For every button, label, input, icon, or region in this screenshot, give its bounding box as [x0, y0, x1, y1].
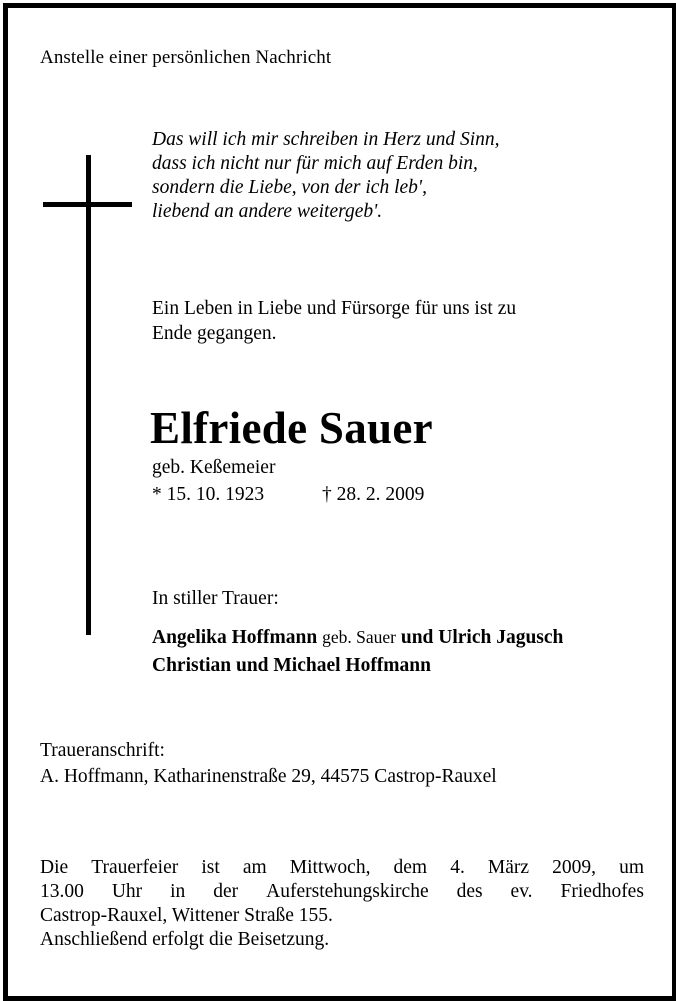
mourner-name: Angelika Hoffmann	[152, 627, 318, 648]
poem	[152, 128, 500, 224]
intro-text	[152, 296, 516, 346]
funeral-word: Die	[40, 857, 69, 878]
funeral-word: 13.00	[40, 881, 84, 902]
funeral-word: ev.	[510, 881, 533, 902]
funeral-word: des	[456, 881, 483, 902]
funeral-word: in	[170, 881, 186, 902]
mourners-line-2: Christian und Michael Hoffmann	[152, 655, 431, 676]
birth-date: * 15. 10. 1923	[152, 484, 265, 505]
funeral-word: Trauerfeier	[91, 857, 179, 878]
funeral-word: 2009,	[552, 857, 596, 878]
funeral-word: März	[487, 857, 530, 878]
maiden-name: geb. Keßemeier	[152, 457, 276, 478]
funeral-word: dem	[393, 857, 428, 878]
funeral-word: Auferstehungskirche	[266, 881, 429, 902]
poem-line: Das will ich mir schreiben in Herz und Sinn,	[152, 129, 500, 150]
funeral-word: um	[619, 857, 644, 878]
mourner-name: und Ulrich Jagusch	[400, 627, 564, 648]
funeral-word: der	[213, 881, 239, 902]
address-value: A. Hoffmann, Katharinenstraße 29, 44575 Castrop-Rauxel	[40, 766, 497, 787]
funeral-word: Mittwoch,	[289, 857, 371, 878]
cross-vertical-bar	[86, 155, 91, 635]
funeral-line: Anschließend erfolgt die Beisetzung.	[40, 929, 330, 950]
funeral-word: am	[242, 857, 267, 878]
deceased-name: Elfriede Sauer	[150, 403, 433, 453]
poem-line: dass ich nicht nur für mich auf Erden bin,	[152, 153, 478, 174]
funeral-line	[40, 856, 644, 880]
funeral-info	[40, 856, 644, 952]
poem-line: sondern die Liebe, von der ich leb',	[152, 177, 427, 198]
intro-line: Ende gegangen.	[152, 323, 277, 344]
notice-header: Anstelle einer persönlichen Nachricht	[40, 47, 332, 68]
address-label: Traueranschrift:	[40, 740, 165, 761]
funeral-word: Friedhofes	[560, 881, 644, 902]
funeral-word: Uhr	[111, 881, 143, 902]
poem-line: liebend an andere weitergeb'.	[152, 201, 383, 222]
funeral-word: 4.	[450, 857, 465, 878]
funeral-word: ist	[201, 857, 220, 878]
funeral-line	[40, 880, 644, 904]
mourners-line-1	[152, 627, 563, 649]
intro-line: Ein Leben in Liebe und Fürsorge für uns ist zu	[152, 298, 517, 319]
funeral-line: Castrop-Rauxel, Wittener Straße 155.	[40, 905, 333, 926]
death-date: † 28. 2. 2009	[322, 484, 425, 505]
cross-horizontal-bar	[43, 202, 132, 207]
mourner-maiden-name: geb. Sauer	[322, 627, 396, 647]
mourning-label: In stiller Trauer:	[152, 588, 279, 609]
